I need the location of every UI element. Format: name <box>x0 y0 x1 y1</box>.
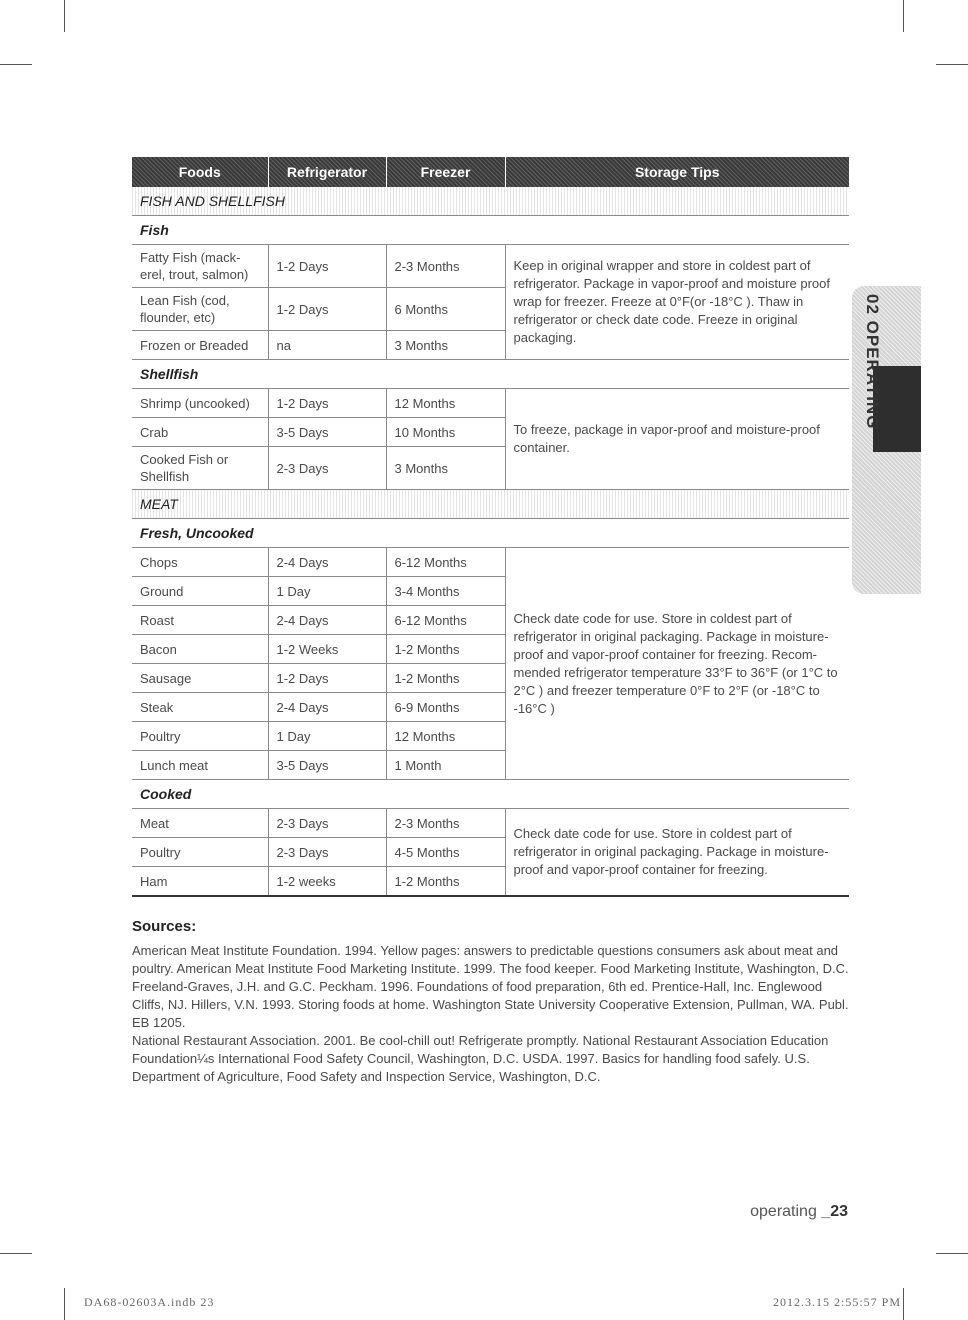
chapter-tab-label: 02 OPERATING <box>863 294 882 430</box>
food-cell: Frozen or Breaded <box>132 331 268 360</box>
section-row-fish-shellfish <box>132 187 849 216</box>
food-cell: Ground <box>132 577 268 606</box>
food-cell: Poultry <box>132 722 268 751</box>
table-row <box>132 548 849 577</box>
sources-heading: Sources: <box>132 918 197 935</box>
freezer-cell: 1-2 Months <box>386 664 505 693</box>
section-title: FISH AND SHELLFISH <box>132 187 849 216</box>
fridge-cell: 1-2 Days <box>268 245 386 288</box>
table-header-row <box>132 157 849 187</box>
table-row <box>132 809 849 838</box>
header-freezer: Freezer <box>386 157 505 187</box>
chapter-side-tab <box>852 286 921 594</box>
crop-mark-left-upper <box>0 64 32 65</box>
food-cell: Crab <box>132 418 268 447</box>
category-row-fish <box>132 216 849 245</box>
fridge-cell: 1 Day <box>268 577 386 606</box>
freezer-cell: 1 Month <box>386 751 505 780</box>
page-footer-label <box>750 1203 848 1221</box>
crop-mark-right-upper <box>936 64 968 65</box>
fridge-cell: 2-3 Days <box>268 838 386 867</box>
header-foods: Foods <box>132 157 268 187</box>
fridge-cell: 2-3 Days <box>268 809 386 838</box>
crop-mark-top-left <box>64 0 65 32</box>
tips-cell: Check date code for use. Store in coldest part of refrigerator in original packaging. Package in moisture-proof and vapor-proof container for freezing. <box>505 809 849 897</box>
header-storage-tips: Storage Tips <box>505 157 849 187</box>
food-cell: Poultry <box>132 838 268 867</box>
fridge-cell: 3-5 Days <box>268 751 386 780</box>
freezer-cell: 6-12 Months <box>386 548 505 577</box>
fridge-cell: na <box>268 331 386 360</box>
fridge-cell: 3-5 Days <box>268 418 386 447</box>
page-number: _23 <box>821 1203 848 1220</box>
freezer-cell: 3 Months <box>386 331 505 360</box>
freezer-cell: 3-4 Months <box>386 577 505 606</box>
food-cell: Lean Fish (cod, flounder, etc) <box>132 288 268 331</box>
freezer-cell: 12 Months <box>386 389 505 418</box>
print-footer-timestamp: 2012.3.15 2:55:57 PM <box>773 1295 902 1309</box>
table-row <box>132 389 849 418</box>
tips-cell: Check date code for use. Store in coldest part of refrigerator in original packaging. Package in moisture-proof and vapor-proof container for freezing. Recom-mended refrigerator temperature 33°F to 36°F (or 1°C to 2°C ) and freezer temperature 0°F to 2°F (or -18°C to -16°C ) <box>505 548 849 780</box>
category-title: Fresh, Uncooked <box>132 519 849 548</box>
page-section-name: operating <box>750 1203 817 1220</box>
freezer-cell: 3 Months <box>386 447 505 490</box>
fridge-cell: 2-4 Days <box>268 548 386 577</box>
food-storage-table <box>132 157 849 897</box>
food-cell: Bacon <box>132 635 268 664</box>
tips-cell: To freeze, package in vapor-proof and moisture-proof container. <box>505 389 849 490</box>
food-cell: Ham <box>132 867 268 897</box>
category-row-fresh-uncooked <box>132 519 849 548</box>
fridge-cell: 1-2 weeks <box>268 867 386 897</box>
section-title: MEAT <box>132 490 849 519</box>
freezer-cell: 2-3 Months <box>386 809 505 838</box>
category-title: Cooked <box>132 780 849 809</box>
category-title: Shellfish <box>132 360 849 389</box>
food-cell: Chops <box>132 548 268 577</box>
food-cell: Fatty Fish (mack-erel, trout, salmon) <box>132 245 268 288</box>
freezer-cell: 4-5 Months <box>386 838 505 867</box>
fridge-cell: 1-2 Days <box>268 389 386 418</box>
crop-mark-bottom-right <box>903 1288 904 1320</box>
freezer-cell: 1-2 Months <box>386 635 505 664</box>
food-cell: Cooked Fish or Shellfish <box>132 447 268 490</box>
fridge-cell: 1-2 Days <box>268 664 386 693</box>
crop-mark-bottom-left <box>64 1288 65 1320</box>
fridge-cell: 2-4 Days <box>268 606 386 635</box>
fridge-cell: 1-2 Weeks <box>268 635 386 664</box>
crop-mark-left-lower <box>0 1253 32 1254</box>
sources-paragraph: American Meat Institute Foundation. 1994. Yellow pages: answers to predictable questions consumers ask about meat and poultry. American Meat Institute Food Marketing Institute. 1999. The food keeper. Food Marketing Institute, Washington, D.C. Freeland-Graves, J.H. and G.C. Peckham. 1996. Foundations of food preparation, 6th ed. Prentice-Hall, Inc. Englewood Cliffs, NJ. Hillers, V.N. 1993. Storing foods at home. Washington State University Cooperative Extension, Pullman, WA. Publ. EB 1205. <box>132 943 849 1030</box>
crop-mark-right-lower <box>936 1253 968 1254</box>
freezer-cell: 1-2 Months <box>386 867 505 897</box>
freezer-cell: 2-3 Months <box>386 245 505 288</box>
freezer-cell: 6-12 Months <box>386 606 505 635</box>
food-cell: Sausage <box>132 664 268 693</box>
table-row <box>132 245 849 288</box>
freezer-cell: 10 Months <box>386 418 505 447</box>
category-row-shellfish <box>132 360 849 389</box>
fridge-cell: 1 Day <box>268 722 386 751</box>
tips-cell: Keep in original wrapper and store in coldest part of refrigerator. Package in vapor-proof and moisture proof wrap for freezer. Freeze at 0°F(or -18°C ). Thaw in refrigerator or check date code. Freeze in original packaging. <box>505 245 849 360</box>
fridge-cell: 2-4 Days <box>268 693 386 722</box>
food-cell: Shrimp (uncooked) <box>132 389 268 418</box>
fridge-cell: 1-2 Days <box>268 288 386 331</box>
category-row-cooked <box>132 780 849 809</box>
food-cell: Steak <box>132 693 268 722</box>
freezer-cell: 6-9 Months <box>386 693 505 722</box>
fridge-cell: 2-3 Days <box>268 447 386 490</box>
food-cell: Roast <box>132 606 268 635</box>
category-title: Fish <box>132 216 849 245</box>
crop-mark-top-right <box>903 0 904 32</box>
sources-paragraph: National Restaurant Association. 2001. Be cool-chill out! Refrigerate promptly. National Restaurant Association Education Foundation¼s International Food Safety Council, Washington, D.C. USDA. 1997. Basics for handling food safely. U.S. Department of Agriculture, Food Safety and Inspection Service, Washington, D.C. <box>132 1033 829 1084</box>
food-cell: Meat <box>132 809 268 838</box>
freezer-cell: 6 Months <box>386 288 505 331</box>
sources-text <box>132 942 850 1086</box>
section-row-meat <box>132 490 849 519</box>
food-cell: Lunch meat <box>132 751 268 780</box>
freezer-cell: 12 Months <box>386 722 505 751</box>
print-footer-file: DA68-02603A.indb 23 <box>84 1295 215 1309</box>
header-refrigerator: Refrigerator <box>268 157 386 187</box>
